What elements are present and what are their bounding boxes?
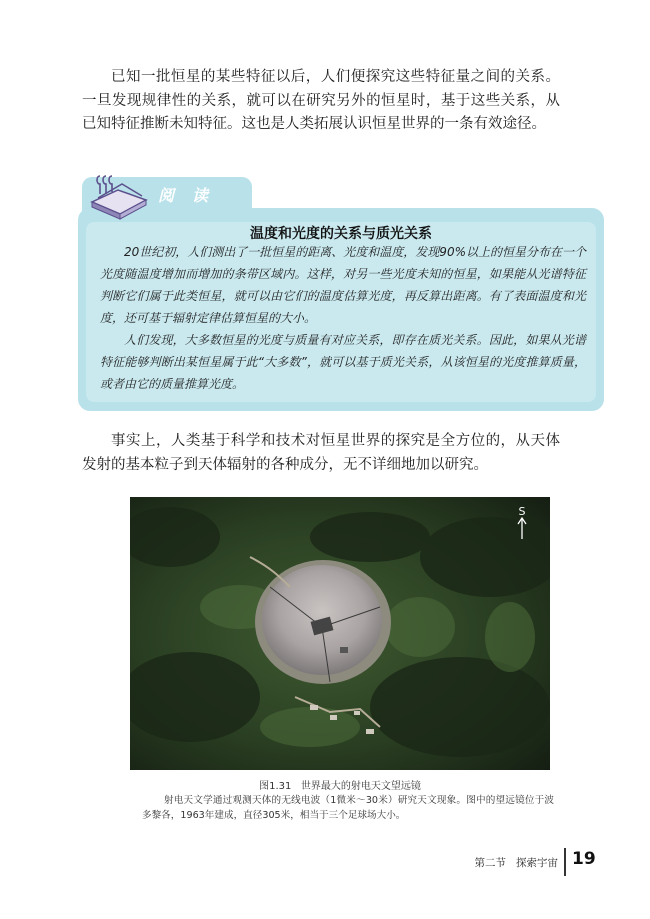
- telescope-aerial-photo: [130, 497, 550, 770]
- section-label: 第二节 探索宇宙: [474, 857, 558, 869]
- body-paragraph: [82, 430, 560, 477]
- body-text: 事实上，人类基于科学和技术对恒星世界的探究是全方位的，从天体发射的基本粒子到天体辐射的各种成分，无不详细地加以研究。: [82, 433, 560, 473]
- reading-paragraph: [100, 241, 586, 329]
- figure-caption: 射电天文学通过观测天体的无线电波（1微米～30米）研究天文现象。图中的望远镜位于波多黎各，1963年建成，直径305米，相当于三个足球场大小。: [142, 795, 554, 821]
- book-icon: [86, 172, 150, 220]
- figure-title: 图1.31 世界最大的射电天文望远镜: [259, 781, 421, 792]
- reading-title: 温度和光度的关系与质光关系: [250, 226, 432, 242]
- page-number: 19: [572, 849, 596, 869]
- compass-north-label: S: [518, 505, 526, 518]
- reading-label: 阅读: [158, 186, 227, 205]
- intro-paragraph: [82, 66, 560, 137]
- footer-divider: [564, 848, 566, 876]
- reading-text: 20世纪初，人们测出了一批恒星的距离、光度和温度，发现90%以上的恒星分布在一个光度随温度增加而增加的条带区域内。这样，对另一些光度未知的恒星，如果能从光谱特征判断它们属于此类恒星，就可以由它们的温度估算光度，再反算出距离。有了表面温度和光度，还可基于辐射定律估算恒星的大小。: [100, 245, 586, 325]
- reading-paragraph: [100, 329, 586, 395]
- reading-text: 人们发现，大多数恒星的光度与质量有对应关系，即存在质光关系。因此，如果从光谱特征能够判断出某恒星属于此“大多数”，就可以基于质光关系，从该恒星的光度推算质量，或者由它的质量推算光度。: [100, 333, 586, 391]
- intro-text: 已知一批恒星的某些特征以后，人们便探究这些特征量之间的关系。一旦发现规律性的关系，就可以在研究另外的恒星时，基于这些关系，从已知特征推断未知特征。这也是人类拓展认识恒星世界的一条有效途径。: [82, 69, 560, 132]
